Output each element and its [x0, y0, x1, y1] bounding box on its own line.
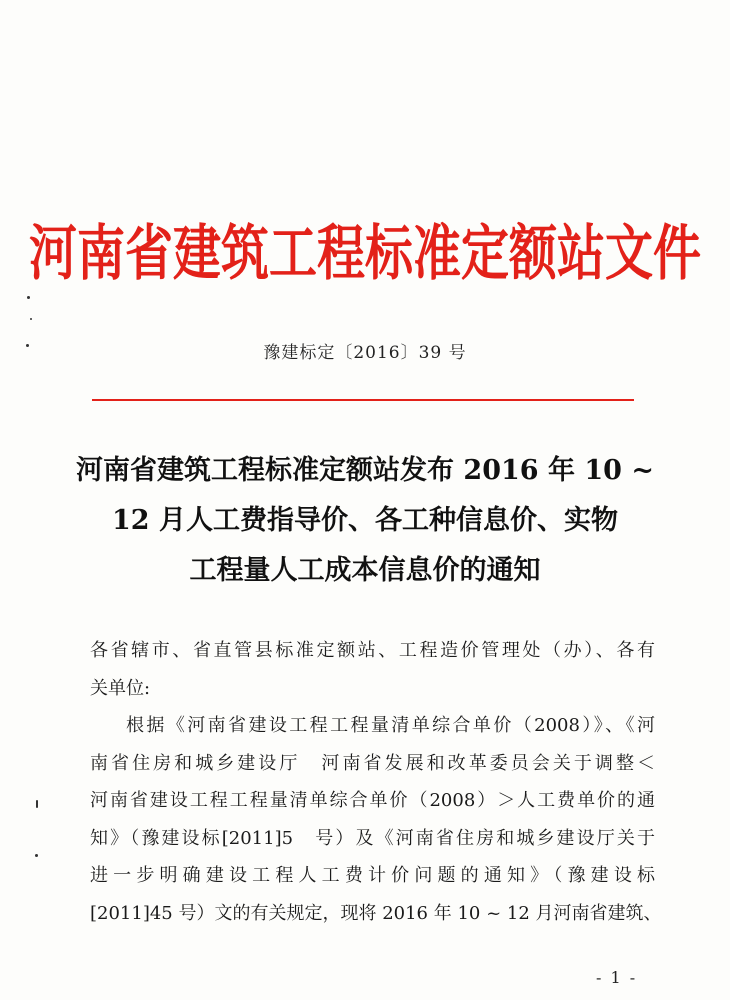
body-line: 河南省建设工程工程量清单综合单价（2008）＞人工费单价的通: [90, 790, 655, 811]
body-line: 进一步明确建设工程人工费计价问题的通知》（豫建设标: [90, 865, 655, 886]
scan-speck: [36, 800, 38, 808]
notice-body: [90, 632, 662, 932]
body-line: 各省辖市、省直管县标准定额站、工程造价管理处（办）、各有: [90, 640, 655, 661]
body-line: 根据《河南省建设工程工程量清单综合单价（2008）》、《河: [126, 715, 655, 736]
notice-title-line: 工程量人工成本信息价的通知: [189, 555, 541, 586]
notice-title: [60, 446, 670, 596]
body-line: [2011]45 号）文的有关规定，现将 2016 年 10 ~ 12 月河南省建筑、: [90, 902, 662, 924]
body-line: 南省住房和城乡建设厅 河南省发展和改革委员会关于调整＜: [90, 752, 655, 774]
scan-speck: [35, 854, 38, 857]
notice-title-line: 12 月人工费指导价、各工种信息价、实物: [112, 505, 618, 536]
notice-title-line: 河南省建筑工程标准定额站发布 2016 年 10 ~: [76, 455, 654, 486]
issuer-title: 河南省建筑工程标准定额站文件: [28, 218, 701, 289]
body-line: 关单位:: [90, 677, 151, 699]
document-number: 豫建标定〔2016〕39 号: [263, 343, 467, 363]
scan-speck: [30, 318, 32, 320]
scan-speck: [26, 344, 29, 347]
red-divider-line: [92, 399, 634, 401]
page-number: - 1 -: [596, 968, 638, 987]
scan-speck: [27, 296, 30, 299]
body-line: 知》（豫建设标[2011]5 号）及《河南省住房和城乡建设厅关于: [90, 827, 655, 849]
